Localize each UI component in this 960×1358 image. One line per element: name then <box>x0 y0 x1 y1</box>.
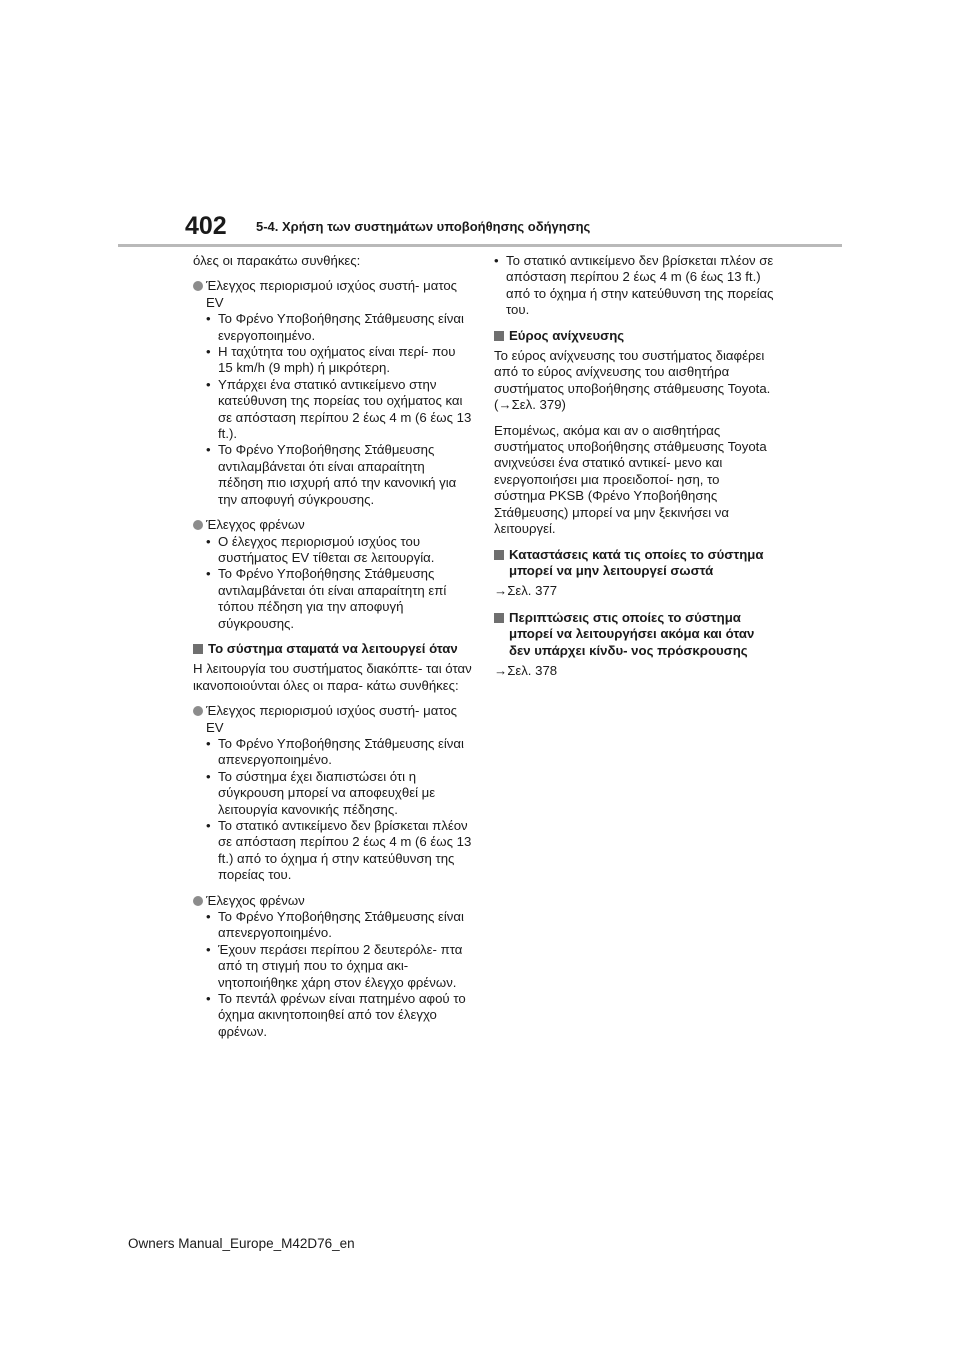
list-item: • Έχουν περάσει περίπου 2 δευτερόλε- πτα από τη στιγμή που το όχημα ακι- νητοποιήθηκε χάρη στον έλεγχο φρένων. <box>206 941 463 990</box>
group-brake-control <box>193 517 473 632</box>
bullet-list <box>193 534 473 632</box>
list-item: • Το Φρένο Υποβοήθησης Στάθμευσης είναι απενεργοποιημένο. <box>206 735 464 768</box>
gray-dot-icon <box>193 281 203 291</box>
section-heading-cases: Περιπτώσεις στις οποίες το σύστημα μπορεί να λειτουργήσει ακόμα και όταν δεν υπάρχει κίνδυ- νος πρόσκρουσης <box>494 610 774 659</box>
square-bullet-icon <box>494 550 504 560</box>
list-item: • Το Φρένο Υποβοήθησης Στάθμευσης είναι ενεργοποιημένο. <box>206 311 464 343</box>
continued-list <box>494 253 774 319</box>
list-item: • Το Φρένο Υποβοήθησης Στάθμευσης αντιλαμβάνεται ότι είναι απαραίτητη επί τόπου πέδηση για την αποφυγή σύγκρουσης. <box>206 566 447 631</box>
bullet-heading: Έλεγχος περιορισμού ισχύος συστή- ματος EV <box>193 703 473 736</box>
list-item: • Η ταχύτητα του οχήματος είναι περί- που 15 km/h (9 mph) ή μικρότερη. <box>206 344 456 376</box>
group-ev-power-limit <box>193 278 473 508</box>
list-item: • Το στατικό αντικείμενο δεν βρίσκεται πλέον σε απόσταση περίπου 2 έως 4 m (6 έως 13 ft.) από το όχημα ή στην κατεύθυνση της πορείας του. <box>206 818 472 883</box>
group-ev-power-limit-stop <box>193 703 473 883</box>
list-item: • Το πεντάλ φρένων είναι πατημένο αφού το όχημα ακινητοποιηθεί από τον έλεγχο φρένων. <box>206 991 466 1039</box>
conditions-page-reference: →Σελ. 377 <box>494 583 558 599</box>
list-item: • Ο έλεγχος περιορισμού ισχύος του συστήματος EV τίθεται σε λειτουργία. <box>206 533 435 565</box>
section-heading-conditions: Καταστάσεις κατά τις οποίες το σύστημα μπορεί να μην λειτουργεί σωστά <box>494 547 774 580</box>
header-rule <box>118 244 842 247</box>
page-number: 402 <box>185 212 227 240</box>
gray-dot-icon <box>193 706 203 716</box>
intro-text: όλες οι παρακάτω συνθήκες: <box>193 253 361 268</box>
stop-intro-text: Η λειτουργία του συστήματος διακόπτε- ται όταν ικανοποιούνται όλες οι παρα- κάτω συνθήκες: <box>193 661 472 693</box>
left-column <box>193 253 473 1049</box>
list-item: • Το Φρένο Υποβοήθησης Στάθμευσης αντιλαμβάνεται ότι είναι απαραίτητη πέδηση πιο ισχυρή από την κανονική για την αποφυγή σύγκρουσης. <box>206 442 457 507</box>
range-paragraph-1: Το εύρος ανίχνευσης του συστήματος διαφέρει από το εύρος ανίχνευσης του αισθητήρα συστήματος υποβοήθησης στάθμευσης Toyota. (→Σελ. 379) <box>494 348 771 413</box>
right-column <box>494 253 774 689</box>
gray-dot-icon <box>193 896 203 906</box>
group-brake-control-stop <box>193 893 473 1041</box>
bullet-list <box>193 909 473 1040</box>
list-item: • Το στατικό αντικείμενο δεν βρίσκεται πλέον σε απόσταση περίπου 2 έως 4 m (6 έως 13 ft.) από το όχημα ή στην κατεύθυνση της πορείας του. <box>494 253 774 318</box>
square-bullet-icon <box>494 331 504 341</box>
bullet-list <box>193 311 473 508</box>
cases-page-reference: →Σελ. 378 <box>494 662 558 678</box>
list-item: • Υπάρχει ένα στατικό αντικείμενο στην κατεύθυνση της πορείας του οχήματος και σε απόσταση περίπου 2 έως 4 m (6 έως 13 ft.). <box>206 376 472 442</box>
footer-text: Owners Manual_Europe_M42D76_en <box>128 1236 355 1251</box>
list-item: • Το σύστημα έχει διαπιστώσει ότι η σύγκρουση μπορεί να αποφευχθεί με λειτουργία κανονικής πέδησης. <box>206 768 436 817</box>
section-title: 5-4. Χρήση των συστημάτων υποβοήθησης οδήγησης <box>256 219 591 234</box>
square-bullet-icon <box>494 613 504 623</box>
gray-dot-icon <box>193 520 203 530</box>
bullet-list <box>193 736 473 884</box>
bullet-heading: Έλεγχος φρένων <box>193 517 473 533</box>
section-heading-stop: Το σύστημα σταματά να λειτουργεί όταν <box>193 641 473 657</box>
range-paragraph-2: Επομένως, ακόμα και αν ο αισθητήρας συστήματος υποβοήθησης στάθμευσης Toyota ανιχνεύσει ένα στατικό αντικεί- μενο και ενεργοποιήσει μια προειδοποί- ηση, το σύστημα PKSB (Φρένο Υποβοήθησης Στάθμευσης) μπορεί να μην ξεκινήσει να λειτουργεί. <box>494 422 767 537</box>
section-heading-range: Εύρος ανίχνευσης <box>494 328 774 344</box>
bullet-heading: Έλεγχος περιορισμού ισχύος συστή- ματος EV <box>193 278 473 311</box>
list-item: • Το Φρένο Υποβοήθησης Στάθμευσης είναι απενεργοποιημένο. <box>206 909 464 941</box>
square-bullet-icon <box>193 644 203 654</box>
bullet-heading: Έλεγχος φρένων <box>193 893 473 909</box>
